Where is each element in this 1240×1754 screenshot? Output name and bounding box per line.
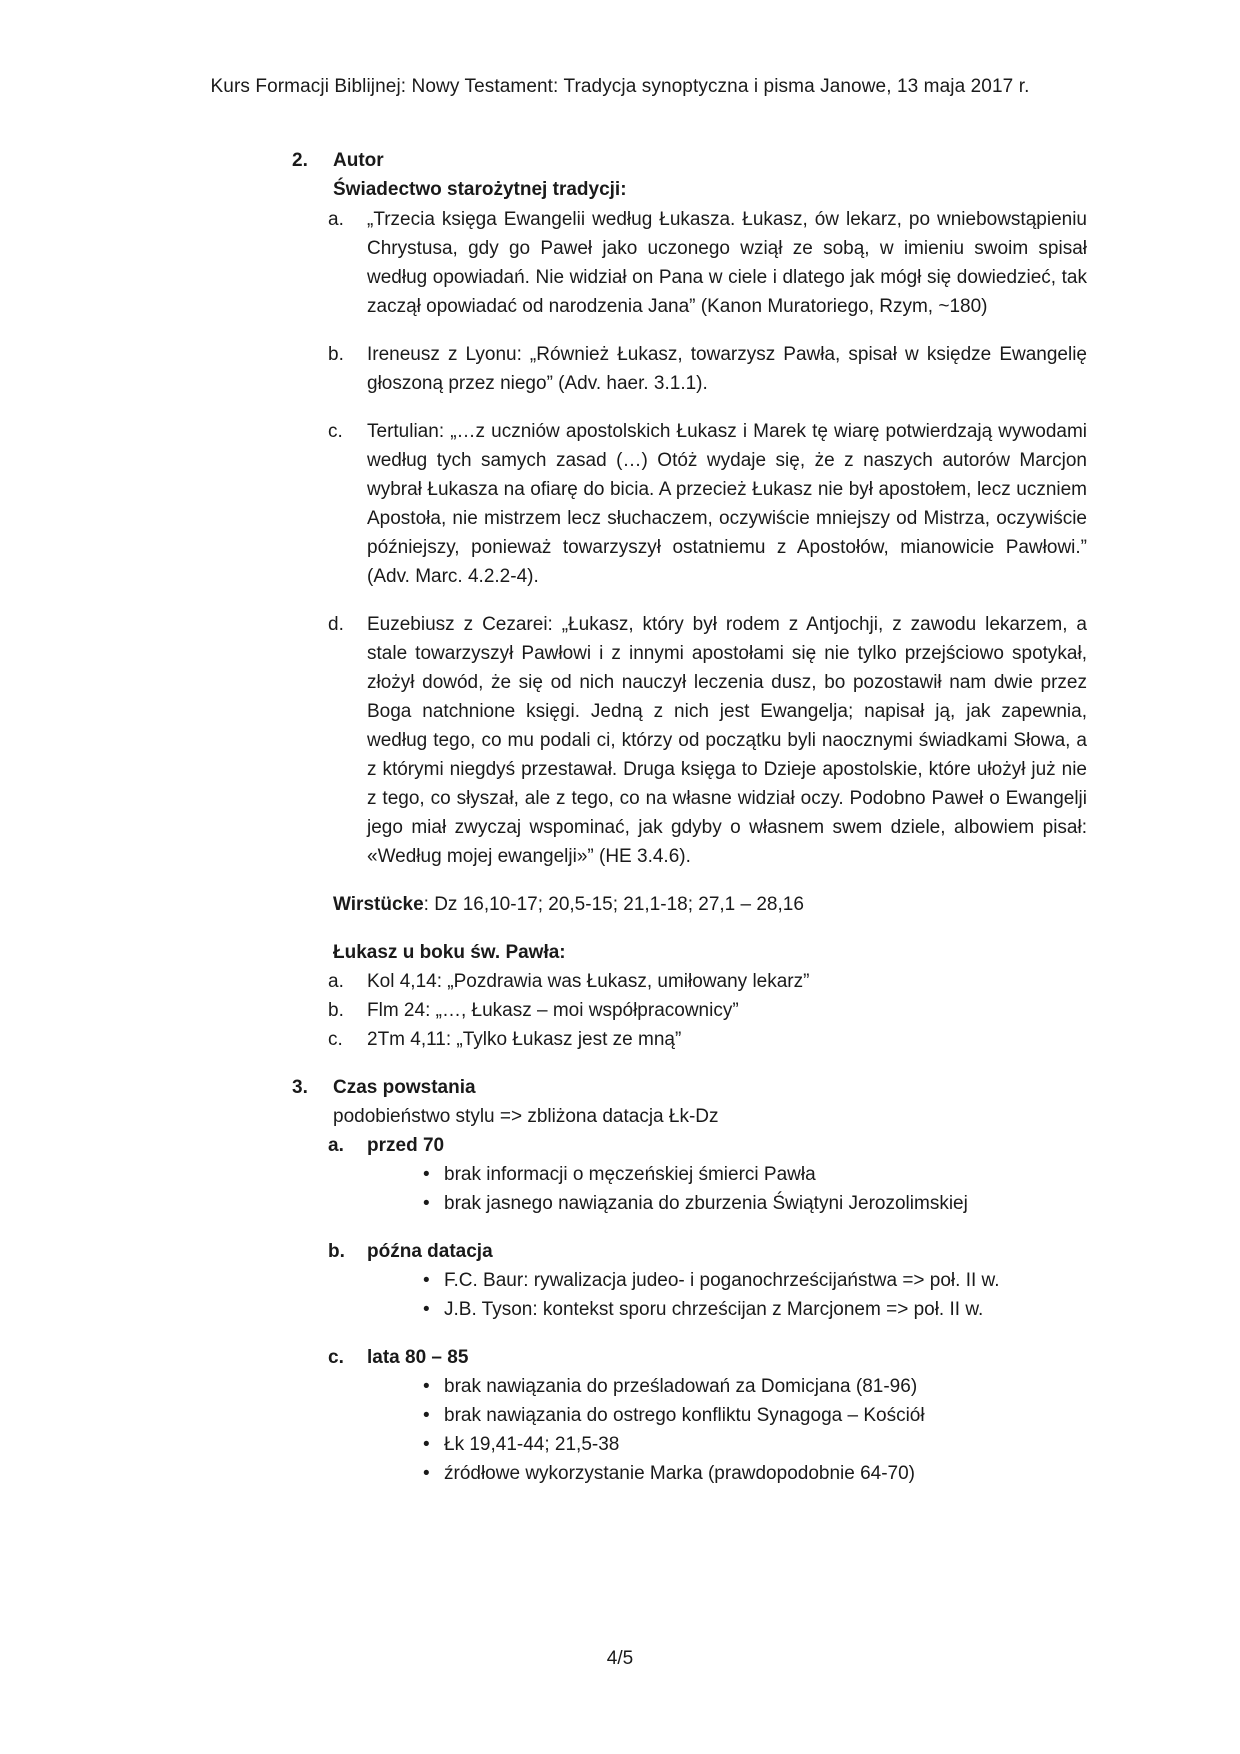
page-content [292,146,1087,1488]
bullet-item [292,1372,1087,1401]
dating-subheading [292,1343,1087,1372]
lukasz-title: Łukasz u boku św. Pawła: [333,942,566,963]
lukasz-heading-block [292,938,1087,967]
list-marker: c. [328,1029,343,1050]
list-item [292,340,1087,398]
list-item-text: Kol 4,14: „Pozdrawia was Łukasz, umiłowany lekarz” [367,971,810,992]
section-subtitle: Świadectwo starożytnej tradycji: [333,179,627,200]
list-item-text: 2Tm 4,11: „Tylko Łukasz jest ze mną” [367,1029,682,1050]
list-marker: a. [328,209,344,230]
wirstucke-label: Wirstücke [333,894,424,915]
tradition-list [292,205,1087,871]
list-marker: b. [328,344,344,365]
page-header: Kurs Formacji Biblijnej: Nowy Testament: Tradycja synoptyczna i pisma Janowe, 13 maja 2017 r. [210,76,1030,97]
list-item-text: Flm 24: „…, Łukasz – moi współpracownicy” [367,1000,739,1021]
bullet-item [292,1401,1087,1430]
bullet-icon: • [423,1463,430,1484]
list-marker: c. [328,1347,344,1368]
section-date [292,1073,1087,1131]
section-title: Autor [333,150,384,171]
list-marker: a. [328,971,344,992]
list-marker: b. [328,1000,344,1021]
list-marker: d. [328,614,344,635]
bullet-item [292,1266,1087,1295]
list-item [292,967,1087,996]
subheading-text: przed 70 [367,1135,445,1156]
bullet-text: brak nawiązania do ostrego konfliktu Synagoga – Kościół [444,1405,925,1426]
bullet-text: brak informacji o męczeńskiej śmierci Pawła [444,1164,816,1185]
bullet-text: źródłowe wykorzystanie Marka (prawdopodobnie 64-70) [444,1463,916,1484]
dating-subheading [292,1237,1087,1266]
section-author [292,146,1087,204]
list-item [292,417,1087,591]
bullet-icon: • [423,1270,430,1291]
bullet-icon: • [423,1164,430,1185]
list-item-text: „Trzecia księga Ewangelii według Łukasza. Łukasz, ów lekarz, po wniebowstąpieniu Chrystusa, gdy go Paweł jako uczonego wziął ze sobą, w imieniu swoim spisał według opowiadań. Nie widział on Pana w ciele i dlatego jak mógł się dowiedzieć, tak zaczął opowiadać od narodzenia Jana” (Kanon Muratoriego, Rzym, ~180) [367,209,1087,317]
section-number: 2. [292,150,308,171]
section-note: podobieństwo stylu => zbliżona datacja Łk-Dz [333,1106,719,1127]
list-marker: c. [328,421,343,442]
bullet-text: brak jasnego nawiązania do zburzenia Świątyni Jerozolimskiej [444,1193,968,1214]
bullet-text: Łk 19,41-44; 21,5-38 [444,1434,620,1455]
bullet-text: F.C. Baur: rywalizacja judeo- i poganochrześcijaństwa => poł. II w. [444,1270,1000,1291]
wirstucke-paragraph [292,890,1087,919]
page-number: 4/5 [606,1648,634,1669]
bullet-icon: • [423,1193,430,1214]
wirstucke-text: : Dz 16,10-17; 20,5-15; 21,1-18; 27,1 – 28,16 [423,894,804,915]
bullet-item [292,1160,1087,1189]
list-item [292,1025,1087,1054]
bullet-icon: • [423,1405,430,1426]
bullet-item [292,1459,1087,1488]
list-marker: a. [328,1135,344,1156]
bullet-icon: • [423,1434,430,1455]
bullet-text: J.B. Tyson: kontekst sporu chrześcijan z Marcjonem => poł. II w. [444,1299,984,1320]
list-item [292,610,1087,871]
list-item [292,996,1087,1025]
bullet-text: brak nawiązania do prześladowań za Domicjana (81-96) [444,1376,918,1397]
list-item-text: Tertulian: „…z uczniów apostolskich Łukasz i Marek tę wiarę potwierdzają wywodami według tych samych zasad (…) Otóż wydaje się, że z naszych autorów Marcjon wybrał Łukasza na ofiarę do bicia. A przecież Łukasz nie był apostołem, lecz uczniem Apostoła, nie mistrzem lecz słuchaczem, oczywiście mniejszy od Mistrza, oczywiście późniejszy, ponieważ towarzyszył ostatniemu z Apostołów, mianowicie Pawłowi.” (Adv. Marc. 4.2.2-4). [367,421,1087,587]
section-title: Czas powstania [333,1077,476,1098]
list-marker: b. [328,1241,345,1262]
bullet-item [292,1430,1087,1459]
list-item [292,205,1087,321]
section-number: 3. [292,1077,308,1098]
bullet-icon: • [423,1299,430,1320]
bullet-item [292,1189,1087,1218]
list-item-text: Euzebiusz z Cezarei: „Łukasz, który był rodem z Antjochji, z zawodu lekarzem, a stale towarzyszył Pawłowi i z innymi apostołami się nie tylko przejściowo spotykał, złożył dowód, że się od nich nauczył leczenia dusz, bo pozostawił nam dwie przez Boga natchnione księgi. Jedną z nich jest Ewangelja; napisał ją, jak zapewnia, według tego, co mu podali ci, którzy od początku byli naocznymi świadkami Słowa, a z którymi niegdyś przestawał. Druga księga to Dzieje apostolskie, które ułożył już nie z tego, co słyszał, ale z tego, co na własne widział oczy. Podobno Paweł o Ewangelji jego miał zwyczaj wspominać, jak gdyby o własnem swem dziele, albowiem pisał: «Według mojej ewangelji»” (HE 3.4.6). [367,614,1087,867]
subheading-text: późna datacja [367,1241,493,1262]
subheading-text: lata 80 – 85 [367,1347,469,1368]
list-item-text: Ireneusz z Lyonu: „Również Łukasz, towarzysz Pawła, spisał w księdze Ewangelię głoszoną przez niego” (Adv. haer. 3.1.1). [367,344,1087,394]
bullet-icon: • [423,1376,430,1397]
dating-subheading [292,1131,1087,1160]
bullet-item [292,1295,1087,1324]
